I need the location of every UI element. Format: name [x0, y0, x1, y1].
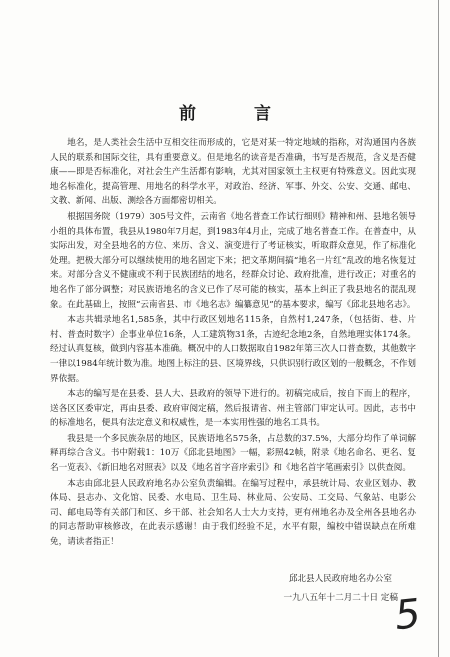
signature-date: 一九八五年十二月二十日 定稿: [283, 593, 398, 603]
page-title: 前 言: [179, 104, 297, 124]
paragraph-4: 本志的编写是在县委、县人大、县政府的领导下进行的。初稿完成后，按自下而上的程序，送各区区委审定，再由县委、政府审阅定稿，然后报请省、州主管部门审定认可。因此，志书中的标准地名，便具有法定意义和权威性，是一本实用性强的地名工具书。: [50, 389, 416, 429]
page-number: 5: [392, 590, 423, 640]
paragraph-1: 地名，是人类社会生活中互相交往而形成的，它是对某一特定地域的指称，对沟通国内各族人民的联系和国际交往，具有重要意义。但是地名的读音是否准确，书写是否规范，含义是否健康——即是否标准化，对社会生产生活都有影响，尤其对国家领土主权更有特殊意义。因此实现地名标准化，提高管理、用地名的科学水平，对政治、经济、军事、外交、公安、交通、邮电、文教、新闻、出版、测绘各方面都密切相关。: [50, 138, 416, 207]
paragraph-3: 本志共辑录地名1,585条，其中行政区划地名115条，自然村1,247条，（包括街、巷、片村、普查时数字）企事业单位16条，人工建筑物31条，古迹纪念地2条，自然地理实体174条。经过认真复核，做到内容基本准确。概况中的人口数据取自1982年第三次人口普查数，其他数字一律以1984年统计数为准。地图上标注的县、区境界线，只供识别行政区划的一般概念，不作划界依据。: [50, 315, 416, 384]
paragraph-6: 本志由邱北县人民政府地名办公室负责编辑。在编写过程中，承县统计局、农业区划办、教体局、县志办、文化馆、民委、水电局、卫生局、林业局、公安局、工交局、气象站、电影公司、邮电局等有关部门和区、乡干部、社会知名人士大力支持，更有州地名办及全州各县地名办的同志帮助审核修改，在此表示感谢！由于我们经验不足，水平有限，编校中错误缺点在所难免，请读者指正！: [50, 478, 416, 548]
body-text: [50, 136, 416, 551]
paragraph-5: 我县是一个多民族杂居的地区，民族语地名575条，占总数的37.5%，大部分均作了单词解释再综合含义。书中附载1：10万《邱北县地图》一幅，彩照42帧，附录《地名命名、更名、复名一览表》、《新旧地名对照表》以及《地名首字音序索引》和《地名首字笔画索引》以供查阅。: [50, 433, 416, 474]
signature-org: 邱北县人民政府地名办公室: [288, 574, 392, 584]
paragraph-2: 根据国务院（1979）305号文件，云南省《地名普查工作试行细则》精神和州、县地名领导小组的具体布置，我县从1980年7月起，到1983年4月止，完成了地名普查工作。在普查中，从实际出发，对全县地名的方位、来历、含义、演变进行了考证核实，听取群众意见，作了标准化处理。把极大部分可以继续使用的地名固定下来；把文革期间搞“地名一片红”乱改的地名恢复过来。对部分含义不健康或不利于民族团结的地名，经群众讨论、政府批准，进行改正；对重名的地名作了部分调整；对民族语地名的含义已作了尽可能的核实，基本上纠正了我县地名的混乱现象。在此基础上，按照“云南省县、市《地名志》编纂意见”的基本要求，编写《邱北县地名志》。: [50, 211, 416, 310]
